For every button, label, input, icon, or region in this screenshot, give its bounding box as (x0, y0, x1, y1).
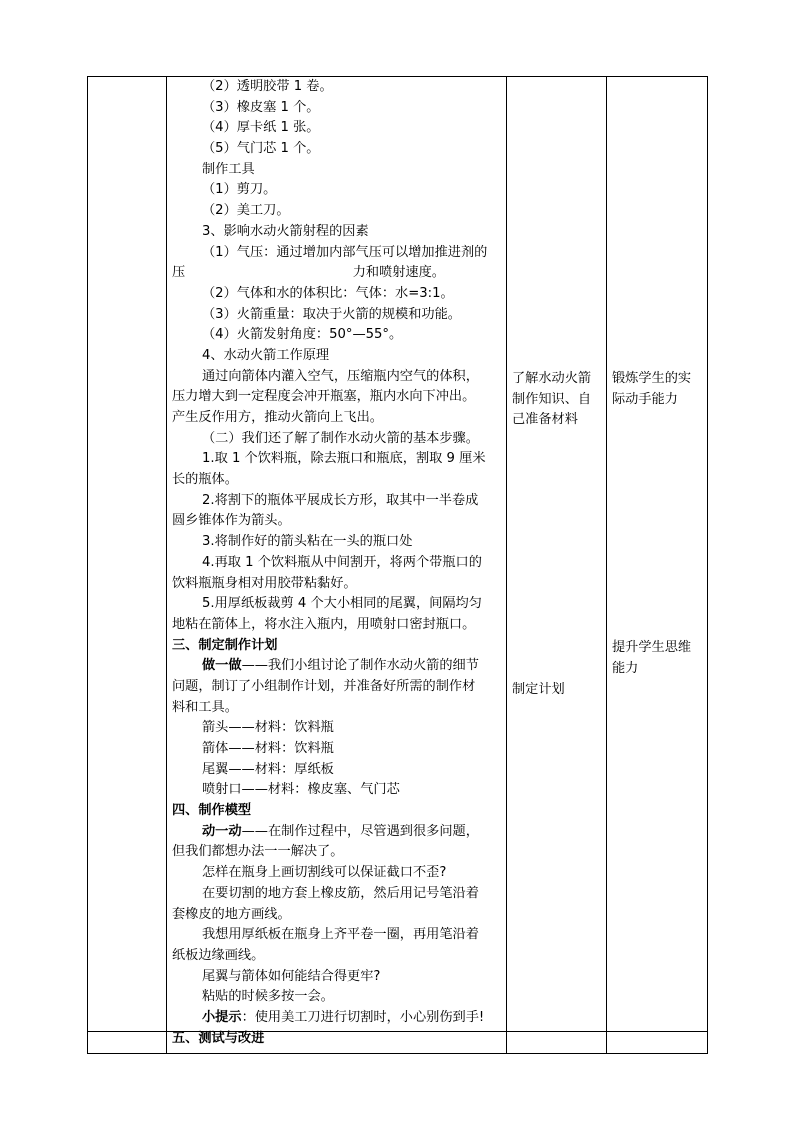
content-line: （4）厚卡纸 1 张。 (202, 120, 320, 136)
cell-line: 了解水动火箭 (512, 371, 592, 386)
content-line: （3）火箭重量：取决于火箭的规模和功能。 (202, 306, 461, 322)
content-line (170, 822, 505, 843)
content-line: 长的瓶体。 (172, 472, 238, 488)
content-line-lead: 小提示 (202, 1009, 242, 1025)
content-line-part: 力和喷射速度。 (352, 265, 445, 281)
content-line: 3.将制作好的箭头粘在一头的瓶口处 (202, 534, 413, 550)
content-line: 压力增大到一定程度会冲开瓶塞，瓶内水向下冲出。 (172, 389, 476, 405)
cell-line: 制作知识、自 (512, 391, 592, 407)
content-line: 在要切割的地方套上橡皮筋，然后用记号笔沿着 (202, 885, 479, 901)
cell-line: 能力 (612, 660, 639, 676)
content-line: （2）美工刀。 (202, 203, 290, 219)
cell-line: 己准备材料 (512, 412, 578, 428)
content-line: 饮料瓶瓶身相对用胶带粘黏好。 (172, 575, 357, 591)
content-line: 料和工具。 (172, 699, 238, 715)
content-line: 喷射口——材料：橡皮塞、气门芯 (202, 782, 400, 798)
column-divider-2 (506, 77, 507, 1053)
content-line: 箭体——材料：饮料瓶 (202, 741, 334, 756)
column-divider-1 (166, 77, 167, 1053)
content-line: 我想用厚纸板在瓶身上齐平卷一圈，再用笔沿着 (202, 927, 479, 943)
content-line: 套橡皮的地方画线。 (172, 906, 291, 922)
content-line: （1）剪刀。 (202, 182, 277, 198)
content-line: 2.将割下的瓶体平展成长方形，取其中一半卷成 (202, 492, 479, 508)
content-line: （二）我们还了解了制作水动火箭的基本步骤。 (202, 430, 479, 446)
content-line: 三、制定制作计划 (172, 637, 278, 653)
content-line (170, 656, 505, 677)
content-line: 但我们都想办法一一解决了。 (172, 844, 344, 860)
content-line: 尾翼——材料：厚纸板 (202, 761, 334, 777)
content-line: （2）透明胶带 1 卷。 (202, 79, 333, 94)
content-line: （5）气门芯 1 个。 (202, 141, 320, 157)
content-line: 4、水动火箭工作原理 (202, 347, 330, 363)
column-divider-3 (606, 77, 607, 1053)
content-line: 制作工具 (202, 161, 255, 177)
content-line-lead: 做一做 (202, 658, 242, 674)
content-line-part: 压 (172, 265, 186, 281)
content-line: （4）火箭发射角度：50°—55°。 (202, 327, 403, 343)
content-line: 纸板边缘画线。 (172, 947, 265, 963)
purpose-cell-thinking (612, 638, 691, 679)
content-line: （2）气体和水的体积比：气体：水=3:1。 (202, 285, 454, 301)
content-line: 五、测试与改进 (172, 1030, 265, 1046)
content-line (170, 263, 505, 284)
content-line: （3）橡皮塞 1 个。 (202, 99, 320, 115)
content-line-rest: ——在制作过程中，尽管遇到很多问题， (241, 823, 479, 839)
content-line: 怎样在瓶身上画切割线可以保证截口不歪? (202, 865, 447, 881)
content-line-lead: 动一动 (202, 823, 242, 839)
content-line: 问题，制订了小组制作计划，并准备好所需的制作材 (172, 678, 476, 694)
content-line: 四、制作模型 (172, 803, 252, 819)
content-line: 3、影响水动火箭射程的因素 (202, 223, 369, 239)
lesson-plan-table (87, 76, 708, 1054)
cell-line: 提升学生思维 (612, 640, 692, 655)
cell-line: 锻炼学生的实 (612, 371, 692, 386)
content-line-rest: ——我们小组讨论了制作水动火箭的细节 (241, 658, 479, 674)
content-line: 地粘在箭体上，将水注入瓶内，用喷射口密封瓶口。 (172, 616, 476, 632)
content-line: 粘贴的时候多按一会。 (202, 989, 334, 1005)
teaching-content-column (170, 77, 505, 1049)
cell-line: 际动手能力 (612, 391, 678, 407)
content-line: 5.用厚纸板裁剪 4 个大小相同的尾翼，间隔均匀 (202, 596, 482, 612)
content-line: 4.再取 1 个饮料瓶从中间割开，将两个带瓶口的 (202, 554, 482, 570)
cell-line: 制定计划 (512, 682, 565, 697)
content-line-rest: ：使用美工刀进行切割时，小心别伤到手! (241, 1009, 485, 1025)
content-line: 产生反作用方，推动火箭向上飞出。 (172, 410, 383, 425)
content-line: 尾翼与箭体如何能结合得更牢? (202, 968, 381, 984)
content-line: 1.取 1 个饮料瓶，除去瓶口和瓶底，割取 9 厘米 (202, 451, 486, 467)
content-line: 通过向箭体内灌入空气，压缩瓶内空气的体积， (202, 368, 479, 384)
content-line: （1）气压：通过增加内部气压可以增加推进剂的 (202, 244, 488, 260)
content-line (170, 1008, 505, 1029)
activity-cell-plan (512, 680, 565, 701)
purpose-cell-handson (612, 369, 691, 410)
content-line: 圆乡锥体作为箭头。 (172, 513, 291, 529)
activity-cell-prepare (512, 369, 591, 431)
content-line: 箭头——材料：饮料瓶 (202, 720, 334, 736)
